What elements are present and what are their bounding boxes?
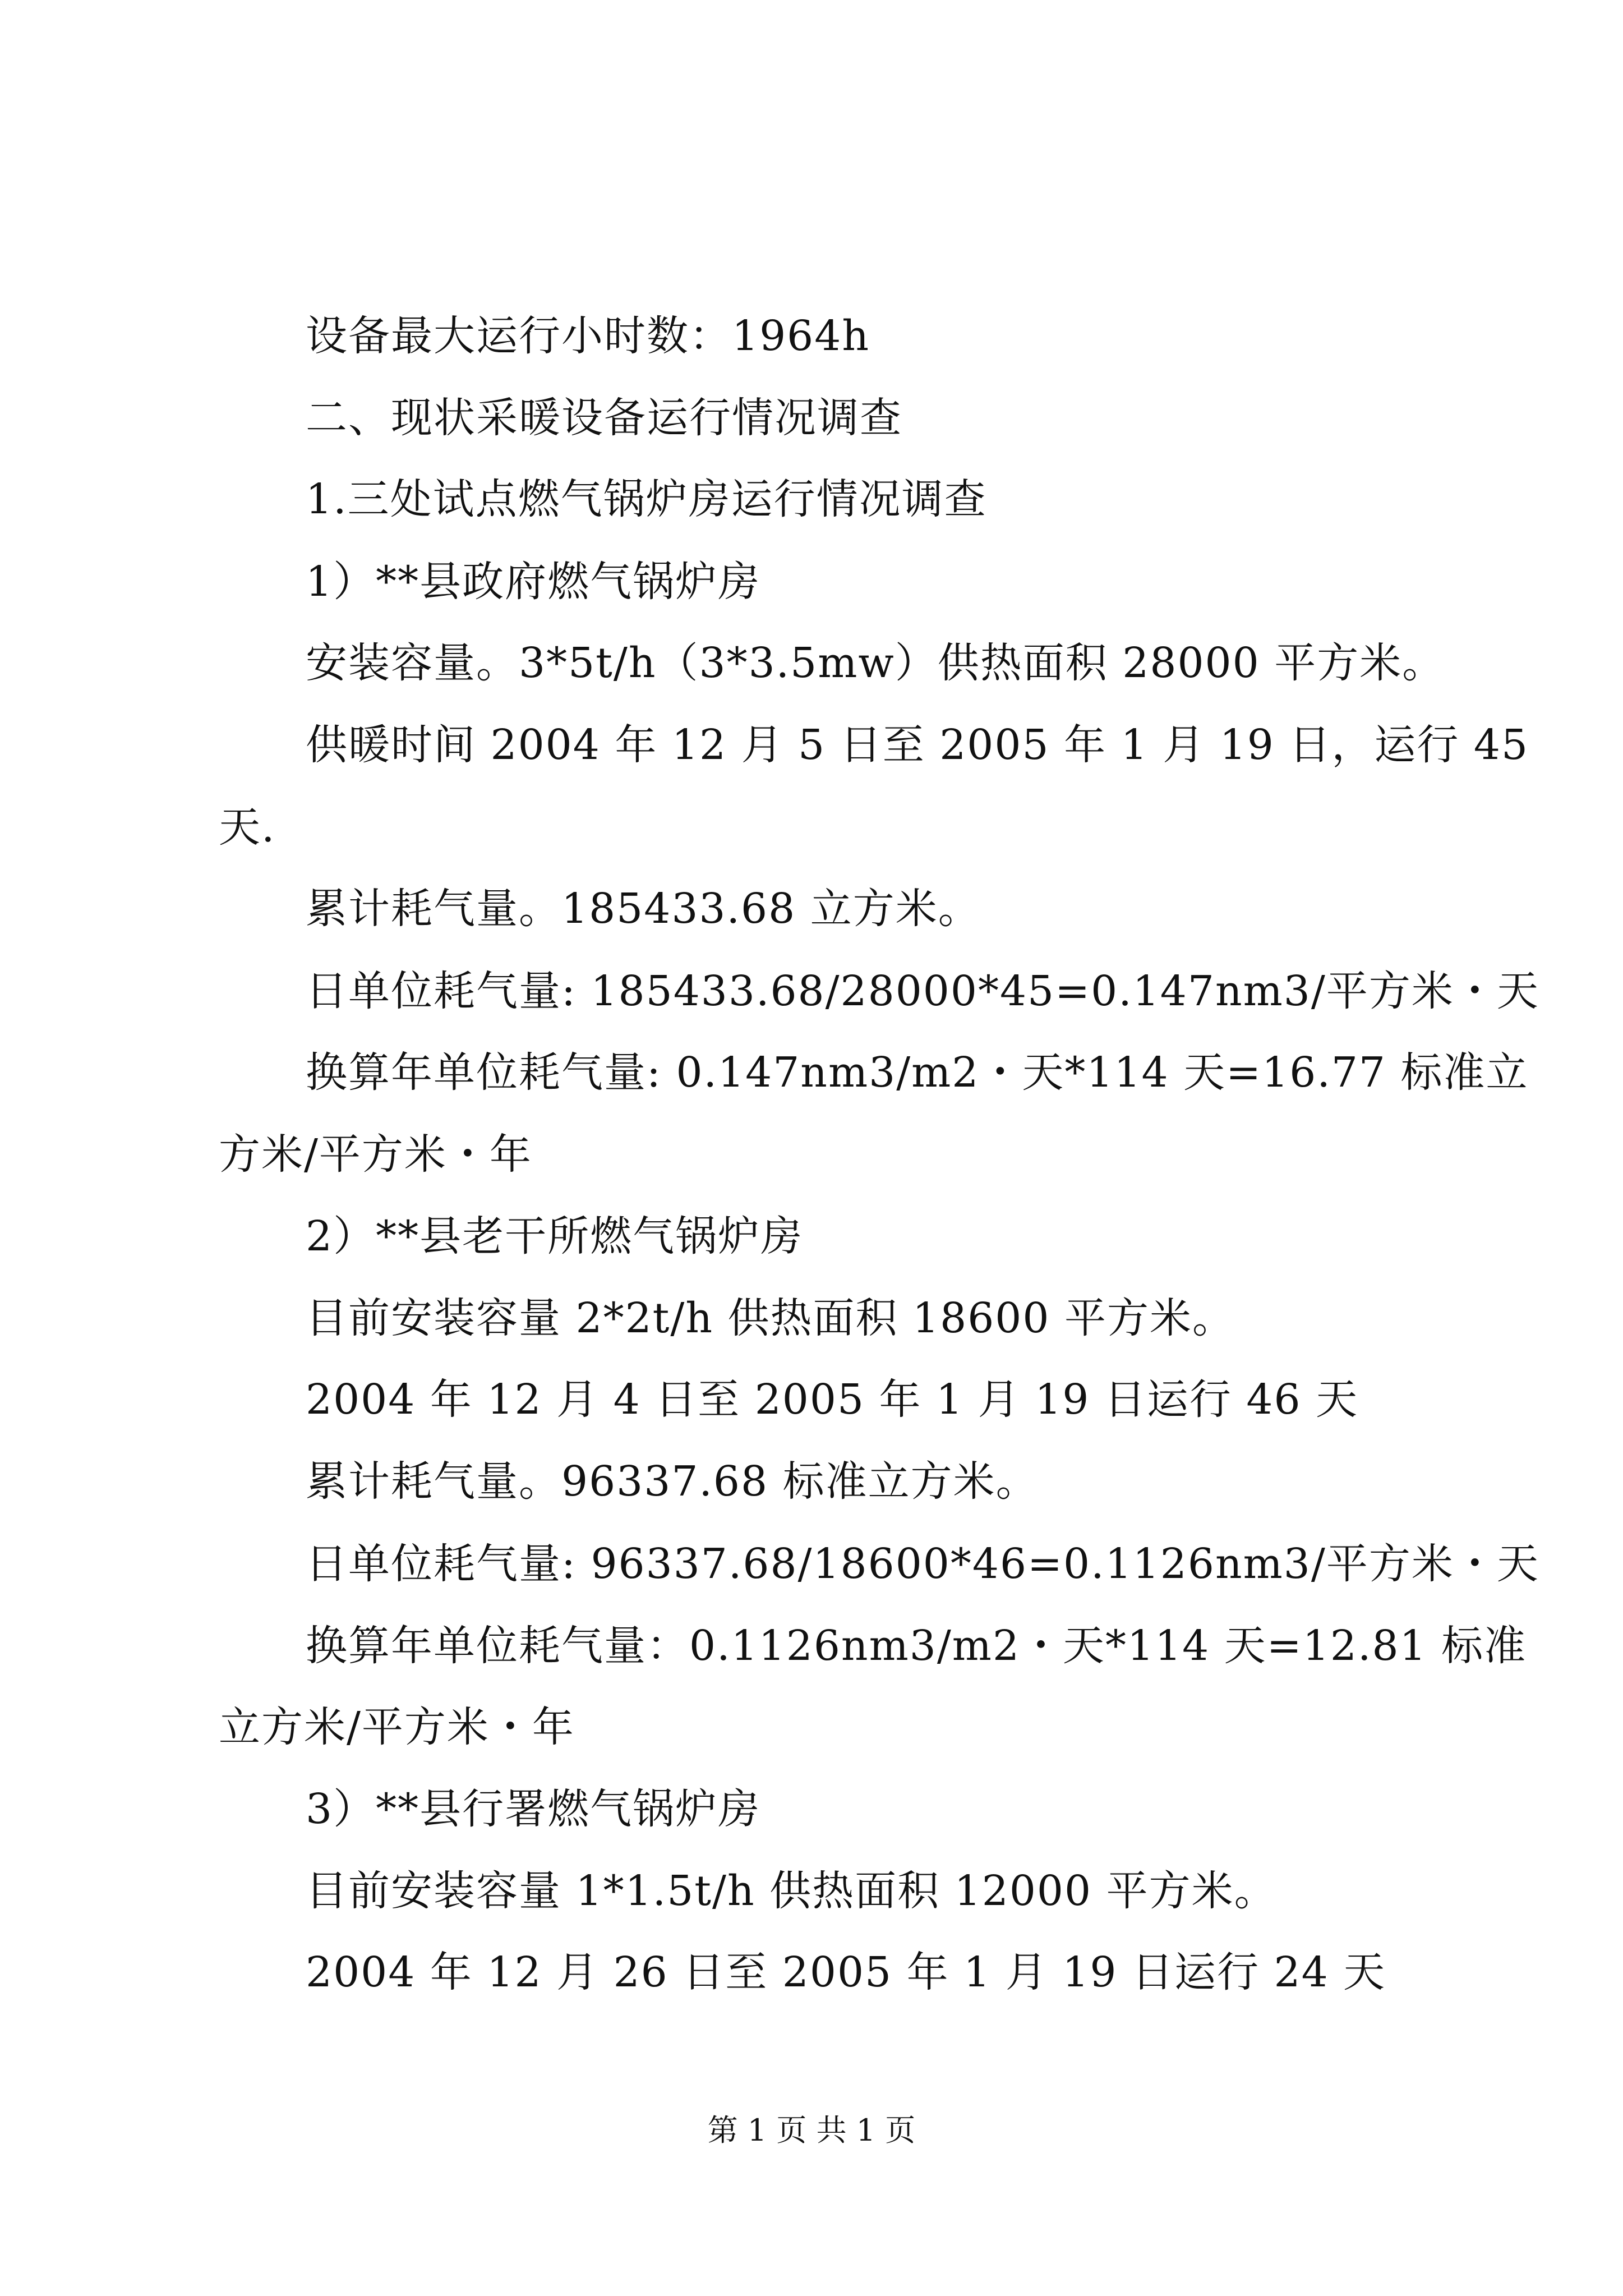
paragraph-line-continuation: 方米/平方米・年 [219,1130,532,1179]
paragraph-line-continuation: 立方米/平方米・年 [219,1703,575,1751]
item-heading: 2）**县老干所燃气锅炉房 [306,1212,804,1260]
paragraph-line: 日单位耗气量: 185433.68/28000*45=0.147nm3/平方米・天 [306,967,1539,1015]
page-footer: 第 1 页 共 1 页 [707,2113,916,2148]
item-heading: 3）**县行署燃气锅炉房 [306,1785,761,1833]
paragraph-line: 设备最大运行小时数：1964h [306,312,870,360]
subsection-heading: 1.三处试点燃气锅炉房运行情况调查 [306,475,987,523]
paragraph-line: 日单位耗气量: 96337.68/18600*46=0.1126nm3/平方米・天 [306,1540,1539,1588]
paragraph-line: 换算年单位耗气量：0.1126nm3/m2・天*114 天=12.81 标准 [306,1622,1527,1670]
paragraph-line: 供暖时间 2004 年 12 月 5 日至 2005 年 1 月 19 日，运行 45 [306,721,1529,769]
paragraph-line: 2004 年 12 月 4 日至 2005 年 1 月 19 日运行 46 天 [306,1375,1359,1424]
paragraph-line: 2004 年 12 月 26 日至 2005 年 1 月 19 日运行 24 天 [306,1948,1386,1996]
paragraph-line: 目前安装容量 1*1.5t/h 供热面积 12000 平方米。 [306,1867,1277,1915]
paragraph-line-continuation: 天. [219,803,276,852]
paragraph-line: 目前安装容量 2*2t/h 供热面积 18600 平方米。 [306,1294,1235,1342]
item-heading: 1）**县政府燃气锅炉房 [306,558,761,606]
paragraph-line: 累计耗气量。185433.68 立方米。 [306,885,981,933]
paragraph-line: 换算年单位耗气量: 0.147nm3/m2・天*114 天=16.77 标准立 [306,1048,1529,1097]
section-heading: 二、现状采暖设备运行情况调查 [306,394,902,442]
paragraph-line: 安装容量。3*5t/h（3*3.5mw）供热面积 28000 平方米。 [306,639,1445,687]
paragraph-line: 累计耗气量。96337.68 标准立方米。 [306,1457,1039,1506]
